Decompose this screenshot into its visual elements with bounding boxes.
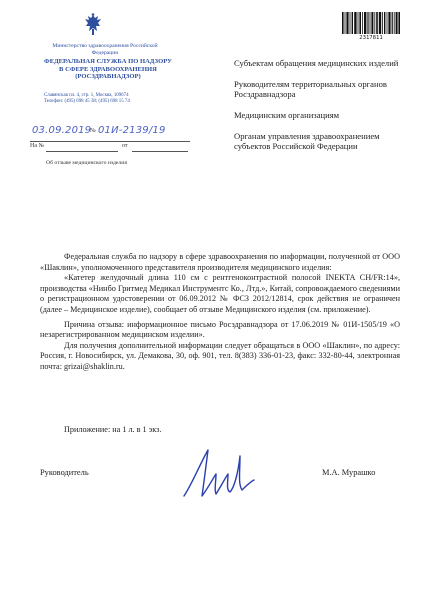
body-paragraph-2: «Катетер желудочный длина 110 см с рентгеноконтрастной полосой INEKTA CH/FR:14», производства «Нинбо Гритмед Медикал Инструментс Ко., Лтд.», Китай, сопровождаемого сведениями о регистрационном удостоверении от 06.09.2012 № ФСЗ 2012/12814, срок действия не ограничен (далее – Медицинское изделие), сообщает об отзыве Медицинского изделия (см. приложение). (40, 273, 400, 314)
registration-date: 03.09.2019 (32, 125, 92, 136)
handwritten-signature (178, 444, 258, 504)
signatory-role: Руководитель (40, 468, 89, 477)
letter-subject: Об отзыве медицинского изделия (46, 160, 127, 166)
service-name-line1: ФЕДЕРАЛЬНАЯ СЛУЖБА ПО НАДЗОРУ (44, 58, 172, 65)
service-name (28, 58, 188, 81)
registration-line (30, 125, 190, 142)
recipient-item: Медицинским организациям (234, 110, 340, 120)
recipient-item: Субъектам обращения медицинских изделий (234, 58, 399, 68)
reference-from: от (122, 143, 128, 149)
recipient-item: Руководителям территориальных органов Росздравнадзора (234, 78, 387, 100)
barcode-icon (342, 12, 400, 34)
registration-number: 01И-2139/19 (98, 125, 166, 136)
address-line1: Славянская пл. 4, стр. 1, Москва, 109074 (44, 93, 129, 98)
ministry-name: Министерство здравоохранения Российской Федерации (52, 43, 158, 56)
registration-number-label: № (90, 128, 96, 134)
recipient-item: Органам управления здравоохранением субъектов Российской Федерации (234, 130, 380, 152)
signatory-name: М.А. Мурашко (322, 468, 376, 477)
body-paragraph-4: Для получения дополнительной информации следует обращаться в ООО «Шаклин», по адресу: Россия, г. Новосибирск, ул. Демакова, 30, оф. 901, тел. 8(383) 336-01-23, факс: 332-80-44, электронная почта: grizai@shaklin.ru. (40, 340, 400, 371)
attachment-note: Приложение: на 1 л. в 1 экз. (64, 425, 162, 434)
service-address (44, 93, 194, 105)
reference-prefix: На № (30, 143, 45, 149)
address-line2: Телефон: (495) 698 45 38; (495) 698 15 74 (44, 99, 130, 104)
service-name-line2: В СФЕРЕ ЗДРАВООХРАНЕНИЯ (59, 65, 157, 73)
emblem-icon (80, 12, 106, 38)
recipients-block (234, 58, 414, 162)
service-name-line3: (РОСЗДРАВНАДЗОР) (75, 73, 141, 81)
barcode-number: 2317811 (359, 35, 383, 41)
reference-number-blank (46, 151, 118, 152)
letter-body (40, 252, 400, 373)
body-paragraph-3: Причина отзыва: информационное письмо Росздравнадзора от 17.06.2019 № 01И-1505/19 «О незарегистрированном медицинском изделии». (40, 319, 400, 340)
body-paragraph-1: Федеральная служба по надзору в сфере здравоохранения по информации, полученной от ООО «Шаклин», уполномоченного представителя производителя медицинского изделия: (40, 252, 400, 272)
reference-line (30, 143, 190, 153)
reference-date-blank (132, 151, 188, 152)
